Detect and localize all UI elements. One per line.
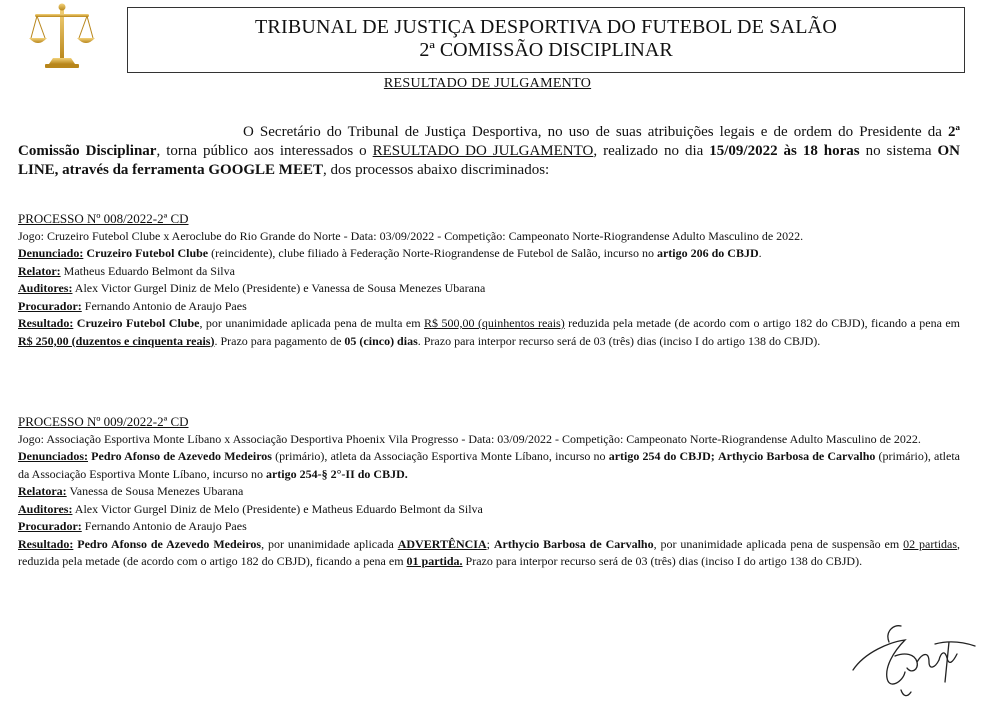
header-box	[127, 7, 965, 73]
game-info: Jogo: Associação Esportiva Monte Líbano x Associação Desportiva Phoenix Vila Progresso - Data: 03/09/2022 - Competição: Campeonato Norte-Riograndense Adulto Masculino de 2022.	[18, 431, 921, 446]
process-section-009	[18, 413, 960, 571]
prosecutor-line: Procurador: Fernando Antonio de Araujo Paes	[18, 519, 247, 533]
header-line-2: 2ª COMISSÃO DISCIPLINAR	[419, 39, 673, 61]
handwritten-signature	[845, 612, 980, 700]
process-section-008	[18, 210, 960, 350]
result-line: Resultado: Pedro Afonso de Azevedo Medeiros, por unanimidade aplicada ADVERTÊNCIA; Arthycio Barbosa de Carvalho, por unanimidade aplicada pena de suspensão em 02 partidas, reduzida pela metade (de acordo com o artigo 182 do CBJD), ficando a pena em 01 partida. Prazo para interpor recurso será de 03 (três) dias (inciso I do artigo 138 do CBJD).	[18, 536, 961, 568]
intro-paragraph: O Secretário do Tribunal de Justiça Desportiva, no uso de suas atribuições legais e de ordem do Presidente da 2ª Comissão Disciplinar, torna público aos interessados o RESULTADO DO JULGAMENTO, realizado no dia 15/09/2022 às 18 horas no sistema ON LINE, através da ferramenta GOOGLE MEET, dos processos abaixo discriminados:	[18, 124, 960, 178]
accused-line: Denunciado: Cruzeiro Futebol Clube (reincidente), clube filiado à Federação Norte-Riograndense de Futebol de Salão, incurso no artigo 206 do CBJD.	[18, 246, 762, 260]
process-heading: PROCESSO Nº 008/2022-2ª CD	[18, 211, 189, 226]
prosecutor-line: Procurador: Fernando Antonio de Araujo Paes	[18, 298, 247, 313]
process-heading: PROCESSO Nº 009/2022-2ª CD	[18, 414, 189, 429]
auditors-line: Auditores: Alex Victor Gurgel Diniz de Melo (Presidente) e Matheus Eduardo Belmont da Silva	[18, 501, 483, 516]
header-line-1: TRIBUNAL DE JUSTIÇA DESPORTIVA DO FUTEBOL DE SALÃO	[255, 16, 837, 38]
auditors-line: Auditores: Alex Victor Gurgel Diniz de Melo (Presidente) e Vanessa de Sousa Menezes Ubarana	[18, 281, 486, 295]
rapporteur-line: Relatora: Vanessa de Sousa Menezes Ubarana	[18, 484, 244, 498]
result-line: Resultado: Cruzeiro Futebol Clube, por unanimidade aplicada pena de multa em R$ 500,00 (quinhentos reais) reduzida pela metade (de acordo com o artigo 182 do CBJD), ficando a pena em R$ 250,00 (duzentos e cinquenta reais). Prazo para pagamento de 05 (cinco) dias. Prazo para interpor recurso será de 03 (três) dias (inciso I do artigo 138 do CBJD).	[18, 316, 961, 348]
document-title: RESULTADO DE JULGAMENTO	[383, 76, 592, 91]
game-info: Jogo: Cruzeiro Futebol Clube x Aeroclube do Rio Grande do Norte - Data: 03/09/2022 - Competição: Campeonato Norte-Riograndense Adulto Masculino de 2022.	[18, 228, 804, 243]
accused-line: Denunciados: Pedro Afonso de Azevedo Medeiros (primário), atleta da Associação Esportiva Monte Líbano, incurso no artigo 254 do CBJD; Arthycio Barbosa de Carvalho (primário), atleta da Associação Esportiva Monte Líbano, incurso no artigo 254-§ 2°-II do CBJD.	[18, 449, 960, 481]
rapporteur-line: Relator: Matheus Eduardo Belmont da Silva	[18, 263, 235, 278]
scales-of-justice-logo	[27, 2, 97, 70]
